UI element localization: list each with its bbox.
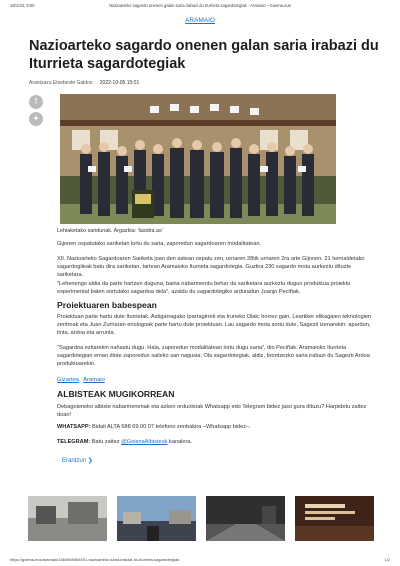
reply-label: Erantzun — [62, 458, 87, 464]
section-nav — [0, 17, 400, 24]
tag-gizartea[interactable]: Gizartea — [57, 377, 79, 383]
paragraph-3 — [57, 280, 377, 296]
telegram-label: TELEGRAM: — [57, 439, 91, 445]
article-title: Nazioarteko sagardo onenen galan saria irabazi du Iturrieta sagardotegiak — [29, 38, 379, 72]
quote-text: "Lehenengo aldia da parte hartzen duguna, baina nabarmendu behar da sariketara aurkeztu dugun produktua proiektu esperimental baten sortutako sagardoa dela", azaldu du sagardotegiko arduradun Juanjo Peciñak. — [57, 281, 351, 295]
whatsapp-line — [57, 423, 377, 431]
facebook-share-button[interactable] — [29, 95, 43, 109]
heading-whatsapp: ALBISTEAK MUGIKORREAN — [57, 389, 175, 399]
telegram-link[interactable]: @GoienaAlbisteak — [121, 439, 168, 445]
related-thumb-2[interactable] — [117, 496, 196, 541]
paragraph-2 — [57, 255, 377, 279]
browser-header — [10, 3, 390, 11]
reply-button[interactable] — [62, 457, 93, 464]
section-link[interactable]: ARAMAIO — [185, 17, 215, 24]
photo-caption: Lehiaketako saridunak. Argazkia: 'lasidra.as' — [57, 228, 163, 234]
paragraph-6 — [57, 403, 377, 419]
related-thumb-1[interactable] — [28, 496, 107, 541]
telegram-pre: Batu zaitez — [91, 439, 120, 445]
browser-footer — [10, 557, 390, 562]
publish-date: 2022-10-05 15:01 — [99, 80, 140, 86]
paragraph-4 — [57, 313, 377, 337]
twitter-icon: ✦ — [32, 114, 40, 123]
heading-project: Proiektuaren babespean — [57, 300, 157, 310]
tag-list — [57, 377, 108, 383]
related-thumb-4[interactable] — [295, 496, 374, 541]
datetime: 18/1/23, 9:50 — [10, 3, 35, 8]
chevron-down-icon: ❯ — [87, 458, 93, 464]
related-thumb-3[interactable] — [206, 496, 285, 541]
paragraph-5 — [57, 344, 377, 368]
body-text: Proiektuan parte hartu dute Iturrietak, Astigarragako Iparragirrek eta Iruneko Olak; horrez gain, Leartiker elikagaien teknologien zentroak eta Juan Zurriaran enologoak parte hartu dute proiektuan. Lau sagardo mota sortu dute, Sagezti izenarekin: apardun, tinta, ardoa eta arrunta. — [57, 314, 372, 336]
tag-aramaio[interactable]: Aramaio — [83, 377, 105, 383]
page-number: 1/2 — [384, 557, 390, 562]
twitter-share-button[interactable] — [29, 112, 43, 126]
author: Arantzazu Etxebeste Galdos — [29, 80, 93, 86]
body-text: "Sagardoa eztiarekin nahastu dugu. Hala, zaporedun modalitatean lortu dugu saria", dio Peciñak. Aramaioko Iturrieta sagardotegiari eman diote zaporedun saileko sari nagusia; Ola sagardotegiak, aldiz, brontzezko saria irabazi du Sagezti Ardoa produktuarekin. — [57, 345, 370, 367]
body-text: Debagoieneko albiste nabarmenenak eta azken orduokoak Whatsapp edo Telegram bidez jaso gura dituzu? Harpidetu zaitez doan! — [57, 404, 367, 418]
whatsapp-text: Bidali ALTA 688 69 00 07 telefono zenbakira –Whatsapp bidez–. — [92, 424, 251, 430]
facebook-icon: f — [34, 97, 38, 106]
article-meta — [29, 80, 139, 86]
paragraph-1 — [57, 240, 377, 248]
related-thumbnails — [28, 496, 374, 541]
tab-title: Nazioarteko sagardo onenen galan saria irabazi du Iturrieta sagardotegiak - Aramaio - Goiena.eus — [109, 3, 291, 8]
whatsapp-label: WHATSAPP: — [57, 424, 91, 430]
telegram-post: kanalera. — [169, 439, 193, 445]
lead-text: Gijonen ospatutako sariketan lortu du saria, zaporedun sagardoaren modalitatean. — [57, 241, 261, 247]
telegram-line — [57, 438, 377, 446]
page-url: https://goiena.eus/aramaio/1664969564601-nazioarteko-saria-irabazi-du-iturrieta-sagardotegiak — [10, 557, 180, 562]
body-text: XII. Nazioarteko Sagardoaren Sariketa joan den astean ospatu zen, urriaren 28tik urriaren 2ra arte Gijonen. 21 herrialdetako sagardogileak batu dira sariketan, tartean Aramaioko Iturrieta sagardotegia. Guztira 230 sagardo mota aurkeztu dituzte sariketara. — [57, 256, 365, 278]
article-photo — [60, 94, 336, 224]
